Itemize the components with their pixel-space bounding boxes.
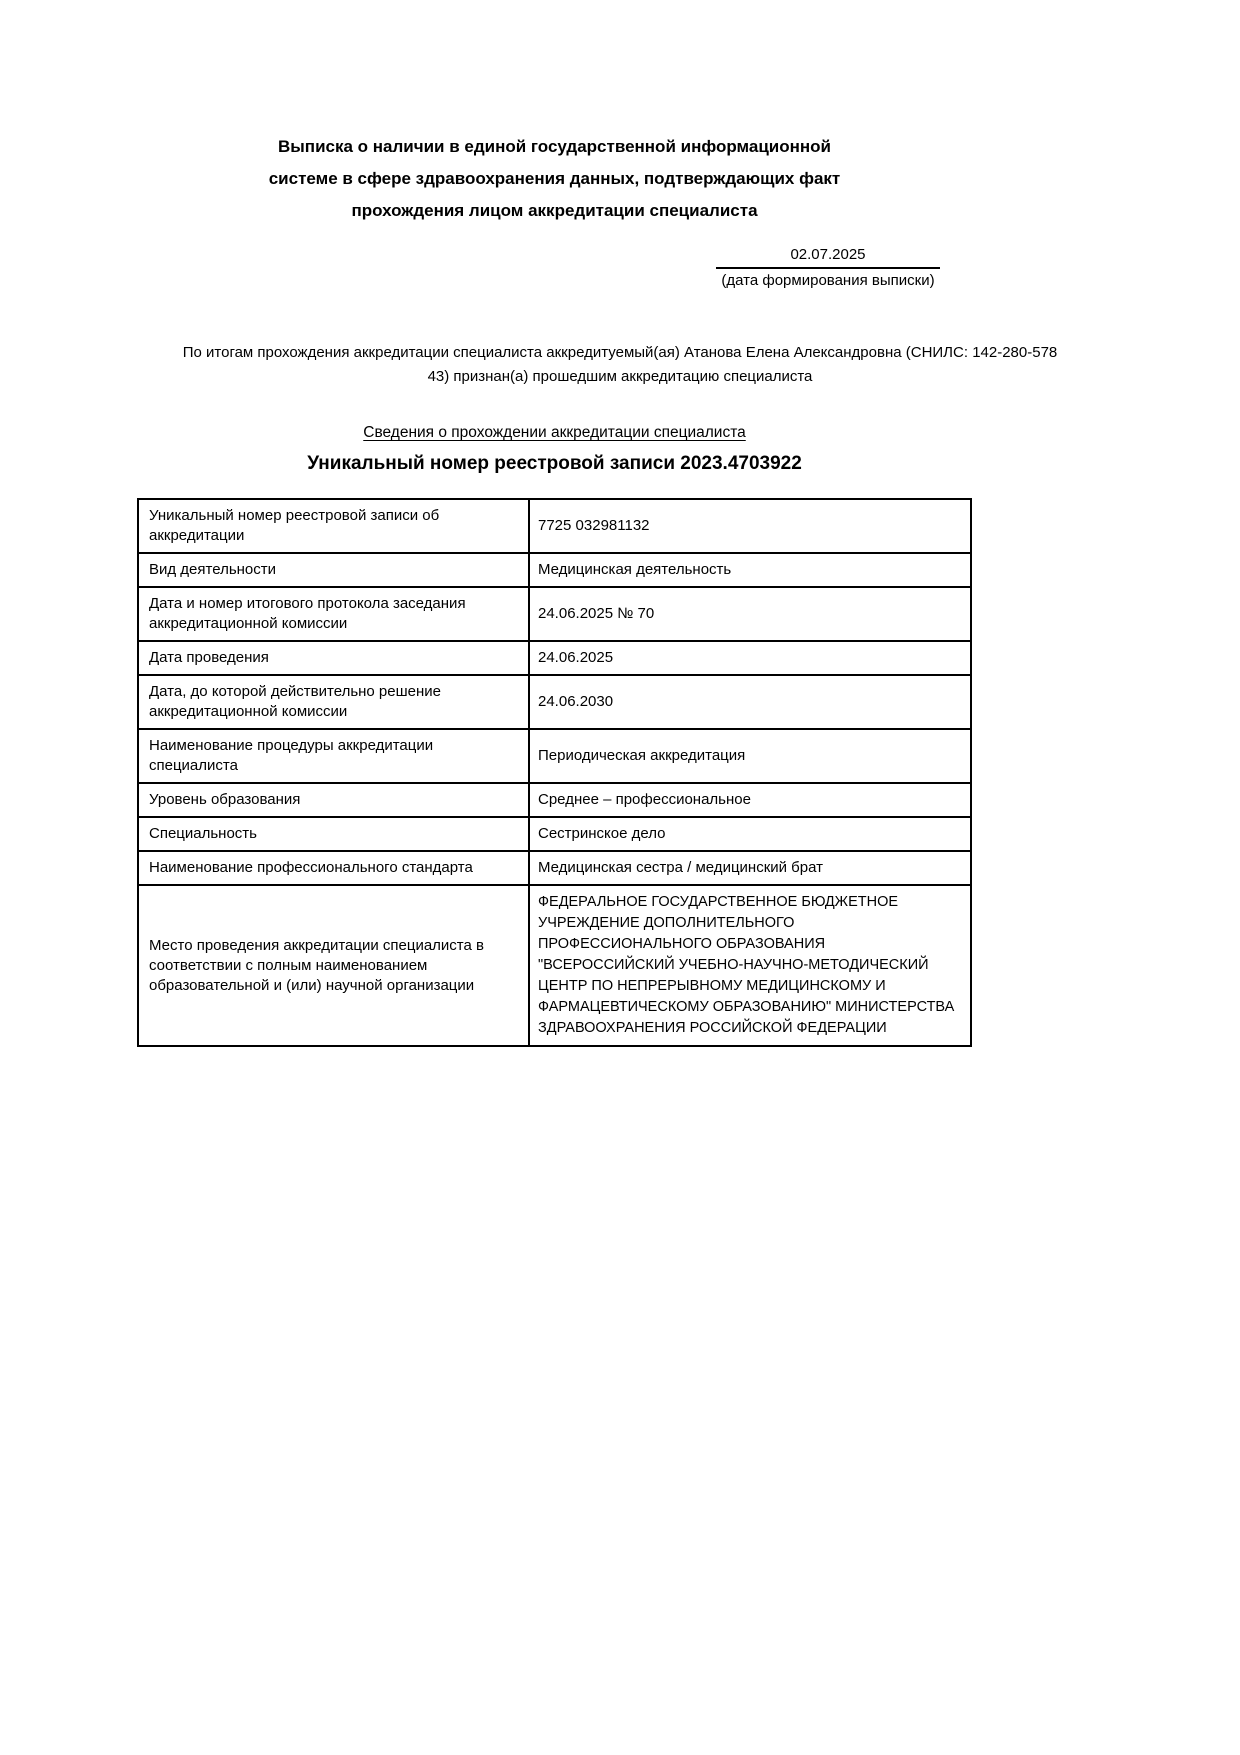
- row-value: ФЕДЕРАЛЬНОЕ ГОСУДАРСТВЕННОЕ БЮДЖЕТНОЕ УЧРЕЖДЕНИЕ ДОПОЛНИТЕЛЬНОГО ПРОФЕССИОНАЛЬНОГО ОБРАЗОВАНИЯ "ВСЕРОССИЙСКИЙ УЧЕБНО-НАУЧНО-МЕТОДИЧЕСКИЙ ЦЕНТР ПО НЕПРЕРЫВНОМУ МЕДИЦИНСКОМУ И ФАРМАЦЕВТИЧЕСКОМУ ОБРАЗОВАНИЮ" МИНИСТЕРСТВА ЗДРАВООХРАНЕНИЯ РОССИЙСКОЙ ФЕДЕРАЦИИ: [529, 885, 971, 1046]
- row-value: Медицинская деятельность: [529, 553, 971, 587]
- intro-paragraph: [120, 341, 1120, 389]
- section-heading: Сведения о прохождении аккредитации специалиста: [363, 424, 746, 441]
- table-row: [138, 587, 971, 641]
- accreditation-table: [137, 498, 972, 1047]
- table-row: [138, 499, 971, 553]
- table-row: [138, 851, 971, 885]
- row-label: Дата, до которой действительно решение аккредитационной комиссии: [138, 675, 529, 729]
- title-line: Выписка о наличии в единой государственной информационной: [278, 137, 831, 156]
- generation-date: 02.07.2025: [716, 245, 940, 269]
- title-line: системе в сфере здравоохранения данных, подтверждающих факт: [268, 169, 841, 188]
- date-block: [716, 245, 940, 291]
- table-row: [138, 675, 971, 729]
- document-title: [137, 131, 972, 227]
- row-value: Периодическая аккредитация: [529, 729, 971, 783]
- table-row: [138, 783, 971, 817]
- row-label: Дата проведения: [138, 641, 529, 675]
- intro-line: По итогам прохождения аккредитации специалиста аккредитуемый(ая) Атанова Елена Александровна (СНИЛС: 142-280-578: [182, 344, 1058, 361]
- table-row: [138, 817, 971, 851]
- row-label: Уникальный номер реестровой записи об аккредитации: [138, 499, 529, 553]
- row-label: Вид деятельности: [138, 553, 529, 587]
- accreditation-table-body: [138, 499, 971, 1046]
- table-row: [138, 885, 971, 1046]
- row-label: Дата и номер итогового протокола заседания аккредитационной комиссии: [138, 587, 529, 641]
- row-value: Медицинская сестра / медицинский брат: [529, 851, 971, 885]
- row-value: 24.06.2025: [529, 641, 971, 675]
- row-value: 24.06.2030: [529, 675, 971, 729]
- generation-date-caption: (дата формирования выписки): [721, 272, 935, 289]
- row-value: 7725 032981132: [529, 499, 971, 553]
- row-label: Наименование профессионального стандарта: [138, 851, 529, 885]
- intro-line: 43) признан(а) прошедшим аккредитацию специалиста: [427, 368, 813, 385]
- row-value: Среднее – профессиональное: [529, 783, 971, 817]
- title-line: прохождения лицом аккредитации специалиста: [351, 201, 758, 220]
- row-value: 24.06.2025 № 70: [529, 587, 971, 641]
- row-value: Сестринское дело: [529, 817, 971, 851]
- row-label: Уровень образования: [138, 783, 529, 817]
- row-label: Специальность: [138, 817, 529, 851]
- row-label: Место проведения аккредитации специалиста в соответствии с полным наименованием образовательной и (или) научной организации: [138, 885, 529, 1046]
- row-label: Наименование процедуры аккредитации специалиста: [138, 729, 529, 783]
- table-row: [138, 553, 971, 587]
- table-row: [138, 729, 971, 783]
- registry-number-heading: Уникальный номер реестровой записи 2023.4703922: [307, 453, 802, 474]
- table-row: [138, 641, 971, 675]
